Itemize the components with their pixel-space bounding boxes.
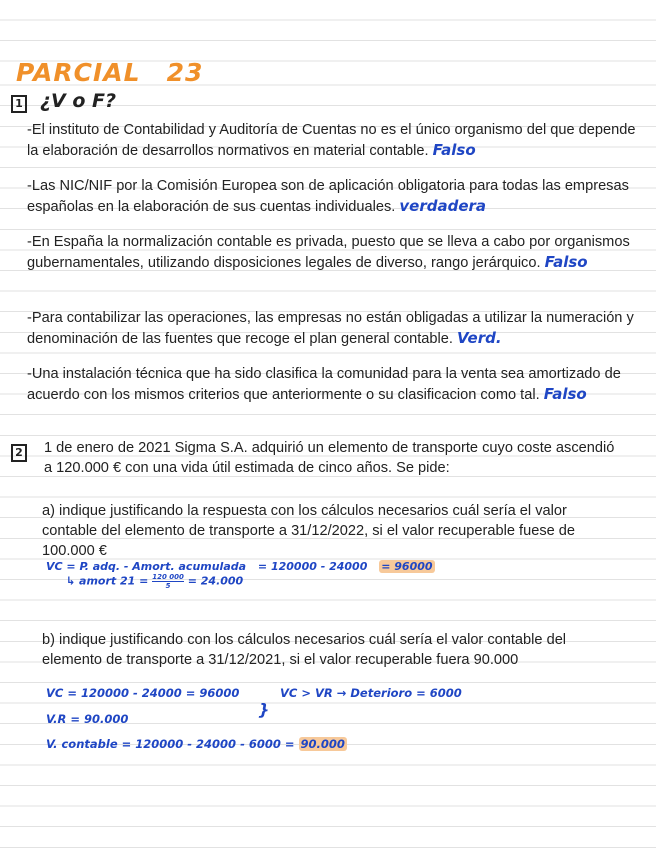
page-title — [16, 58, 203, 87]
question-2-answer: verdadera — [399, 196, 487, 215]
part-b-final-result: 90.000 — [300, 737, 345, 751]
question-3 — [27, 233, 637, 274]
question-5-answer: Falso — [543, 384, 587, 403]
question-2-text: -Las NIC/NIF por la Comisión Europea son de aplicación obligatoria para todas las empresas españolas en la elaboración de sus cuentas individuales. — [27, 178, 629, 215]
section-1-number: 1 — [11, 95, 27, 113]
part-a-fraction — [152, 573, 184, 590]
question-2 — [27, 177, 637, 218]
section-2-statement: 1 de enero de 2021 Sigma S.A. adquirió un elemento de transporte cuyo coste ascendió a 120.000 € con una vida útil estimada de cinco años. Se pide: — [44, 440, 615, 476]
part-a-substitution: = 120000 - 24000 — [257, 560, 368, 573]
question-4-text: -Para contabilizar las operaciones, las empresas no están obligadas a utilizar la numeración y denominación de las fuentes que recoge el plan general contable. — [27, 310, 634, 347]
question-5-text: -Una instalación técnica que ha sido clasifica la comunidad para la venta sea amortizado de acuerdo con los mismos criterios que anteriormente o su clasificacion como tal. — [27, 366, 621, 403]
part-a-calc-line-2 — [66, 573, 243, 590]
part-b-deterioro: VC > VR → Deterioro = 6000 — [280, 686, 462, 700]
question-3-answer: Falso — [544, 252, 588, 271]
brace-icon: } — [258, 700, 270, 719]
question-3-text: -En España la normalización contable es privada, puesto que se lleva a cabo por organismos gubernamentales, utilizando disposiciones legales de diverso, rango jerárquico. — [27, 234, 630, 271]
question-5 — [27, 365, 637, 406]
part-a-calc-line-1 — [46, 560, 435, 573]
question-1 — [27, 121, 637, 162]
part-a-amort-label: ↳ amort 21 = — [66, 574, 149, 588]
question-1-text: -El instituto de Contabilidad y Auditoría de Cuentas no es el único organismo del que depende la elaboración de desarrollos normativos en material contable. — [27, 122, 636, 159]
part-a-fraction-denominator: 5 — [165, 582, 171, 590]
section-1-heading: ¿V o F? — [40, 90, 117, 112]
part-b-question: b) indique justificando con los cálculos necesarios cuál sería el valor contable del elemento de transporte a 31/12/2021, si el valor recuperable fuera 90.000 — [42, 632, 567, 668]
part-a-question: a) indique justificando la respuesta con los cálculos necesarios cuál sería el valor contable del elemento de transporte a 31/12/2022, si el valor recuperable fuese de 100.000 € — [42, 503, 576, 559]
part-a-amort-result: = 24.000 — [187, 574, 244, 588]
question-4 — [27, 309, 637, 350]
part-a-result: = 96000 — [381, 560, 433, 573]
part-b-calc-line-3 — [46, 737, 347, 751]
part-b-final-formula: V. contable = 120000 - 24000 - 6000 = — [46, 737, 295, 751]
part-a-fraction-numerator: 120 000 — [152, 573, 184, 581]
title-year: 23 — [166, 58, 204, 87]
part-b-calc-line-2: V.R = 90.000 — [46, 712, 129, 726]
section-2-number: 2 — [11, 444, 27, 462]
question-1-answer: Falso — [432, 140, 476, 159]
part-b-calc-line-1: VC = 120000 - 24000 = 96000 — [46, 686, 240, 700]
title-text: PARCIAL — [16, 58, 141, 87]
question-4-answer: Verd. — [457, 328, 502, 347]
part-a-formula: VC = P. adq. - Amort. acumulada — [46, 560, 247, 573]
